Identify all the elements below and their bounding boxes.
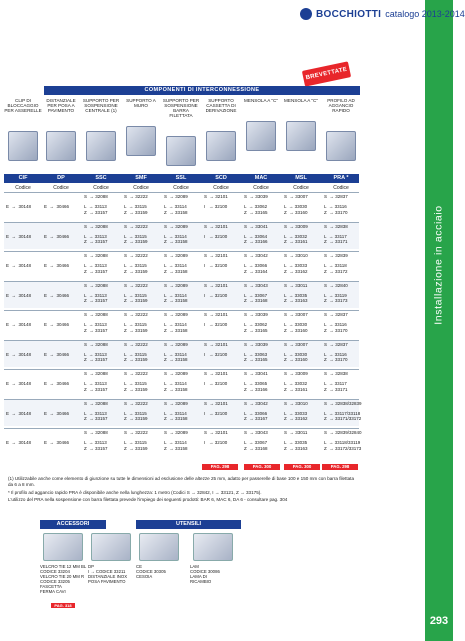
product-image — [206, 131, 236, 161]
accessory-text: DP I → CODICE 33211 DISTANZIALE INOX POSA PAVIMENTO — [88, 564, 128, 584]
accessory-text: VELCRO TIE 12 MM BL CODICE 33204 VELCRO TIE 20 MM R CODICE 33205 FASCETTA FERMA CAVI — [40, 564, 87, 594]
codice-label: Codice — [53, 185, 69, 191]
codice-label: Codice — [293, 185, 309, 191]
codice-label: Codice — [133, 185, 149, 191]
code-cell: S → 32222 L → 33115 Z → 33159 — [124, 194, 148, 215]
code-cell: S → 32101 I → 32100 — [204, 312, 228, 328]
product-image — [8, 131, 38, 161]
column-header-row — [4, 174, 359, 183]
code-cell: E → 30466 — [44, 204, 70, 210]
product-image — [286, 121, 316, 151]
code-cell: S → 33010 L → 33033 Z → 33162 — [284, 400, 308, 422]
product-name: MENSOLA A "C" — [244, 98, 278, 103]
column-header: SSC — [95, 175, 107, 181]
code-cell: E → 30148 — [6, 381, 32, 387]
codice-label: Codice — [333, 185, 349, 191]
code-cell: S → 32101 I → 32100 — [204, 282, 228, 298]
page-ref-badge[interactable]: PAG. 300 — [284, 464, 320, 470]
table-row — [4, 399, 362, 426]
codice-label: Codice — [173, 185, 189, 191]
footnote-1: (1) Utilizzabile anche come elemento di giunzione su tutte le dimensioni ad esclusione delle altezze 25 mm, adatto per passerelle di base 100 e 150 mm con barra filettata da 6 a 8 mm. — [8, 476, 355, 487]
code-cell: S → 33009 L → 33032 Z → 33161 — [284, 223, 308, 245]
code-cell: S → 32837 L → 33116 Z → 33170 — [324, 194, 348, 215]
column-header: MSL — [295, 175, 307, 181]
code-cell: E → 30148 — [6, 351, 32, 357]
code-cell: S → 32101 I → 32100 — [204, 253, 228, 269]
accessory-card — [136, 533, 182, 579]
sidebar-title: Installazione in acciaio — [433, 205, 445, 325]
code-cell: E → 30466 — [44, 440, 70, 446]
product-card — [202, 98, 240, 174]
code-cell: S → 32101 I → 32100 — [204, 194, 228, 210]
catalog-label: catalogo 2013-2014 — [385, 9, 465, 19]
product-name: DISTANZIALE PER POSA A PAVIMENTO — [46, 98, 76, 113]
code-cell: S → 33039 L → 33062 Z → 33165 — [244, 194, 268, 215]
footnote-3: L'utilizzo del PRA nella sospensione con barra filettata prevede l'impiego dei seguenti prodotti: BAR 6, MAC 6, DA 6 - consultare pag. 304 — [8, 497, 288, 502]
code-cell: S → 32837 L → 33116 Z → 33170 — [324, 312, 348, 333]
codice-label: Codice — [213, 185, 229, 191]
accessory-card — [40, 533, 86, 612]
code-cell: S → 32838 L → 33117 Z → 33171 — [324, 223, 348, 245]
code-cell: S → 32840 L → 33119 Z → 33173 — [324, 282, 348, 304]
product-card — [282, 98, 320, 174]
accessori-header: ACCESSORI — [40, 520, 106, 529]
code-cell: S → 32222 L → 33115 Z → 33159 — [124, 430, 148, 451]
code-cell: E → 30148 — [6, 410, 32, 416]
code-cell: S → 32222 L → 33115 Z → 33159 — [124, 341, 148, 363]
code-cell: S → 32101 I → 32100 — [204, 400, 228, 416]
code-cell: S → 32088 L → 33113 Z → 33157 — [84, 341, 108, 363]
table-row — [4, 310, 359, 337]
table-row — [4, 222, 359, 249]
code-cell: E → 30466 — [44, 322, 70, 328]
code-cell: E → 30148 — [6, 322, 32, 328]
code-cell: S → 32088 L → 33113 Z → 33157 — [84, 253, 108, 274]
column-header: PRA * — [333, 175, 349, 181]
code-cell: S → 32088 L → 33113 Z → 33157 — [84, 282, 108, 304]
code-cell: S → 32089 L → 33114 Z → 33158 — [164, 282, 188, 304]
code-cell: S → 32839 L → 33118 Z → 33172 — [324, 253, 348, 274]
code-cell: S → 32089 L → 33114 Z → 33158 — [164, 312, 188, 333]
product-card — [42, 98, 80, 174]
product-image — [166, 136, 196, 166]
column-header: CIF — [18, 175, 28, 181]
product-image — [326, 131, 356, 161]
column-header: SCD — [215, 175, 227, 181]
code-cell: S → 32101 I → 32100 — [204, 223, 228, 239]
code-cell: S → 32089 L → 33114 Z → 33158 — [164, 371, 188, 392]
product-image — [246, 121, 276, 151]
product-name: SUPPORTO CASSETTA DI DERIVAZIONE — [205, 98, 237, 113]
code-cell: E → 30148 — [6, 233, 32, 239]
code-cell: S → 33043 L → 33067 Z → 33168 — [244, 430, 268, 451]
code-cell: S → 32088 L → 33113 Z → 33157 — [84, 400, 108, 422]
code-cell: S → 32089 L → 33114 Z → 33158 — [164, 223, 188, 245]
code-cell: S → 32088 L → 33113 Z → 33157 — [84, 223, 108, 245]
codice-header-row — [4, 184, 359, 192]
product-name: SUPPORTO PER SOSPENSIONE CENTRALE (1) — [82, 98, 120, 113]
accessory-text: CE CODICE 30305 CESOIA — [136, 564, 166, 579]
code-cell: S → 32222 L → 33115 Z → 33159 — [124, 371, 148, 392]
page-ref-badge[interactable]: PAG. 300 — [244, 464, 280, 470]
code-cell: S → 33041 L → 33064 Z → 33166 — [244, 223, 268, 245]
table-row — [4, 340, 359, 367]
utensili-header: UTENSILI — [136, 520, 241, 529]
code-cell: S → 32088 L → 33113 Z → 33157 — [84, 194, 108, 215]
code-cell: S → 33007 L → 33030 Z → 33160 — [284, 312, 308, 333]
code-cell: E → 30148 — [6, 263, 32, 269]
code-cell: S → 32101 I → 32100 — [204, 430, 228, 446]
code-cell: S → 32837 L → 33116 Z → 33170 — [324, 341, 348, 363]
table-row — [4, 428, 362, 455]
code-cell: E → 30148 — [6, 292, 32, 298]
codice-label: Codice — [15, 185, 31, 191]
code-cell: S → 33011 L → 33035 Z → 33163 — [284, 430, 308, 451]
code-cell: S → 32222 L → 33115 Z → 33159 — [124, 400, 148, 422]
code-cell: S → 33039 L → 33062 Z → 33165 — [244, 312, 268, 333]
code-cell: E → 30148 — [6, 440, 32, 446]
code-cell: S → 33041 L → 33065 Z → 33166 — [244, 371, 268, 392]
code-cell: S → 32222 L → 33115 Z → 33159 — [124, 223, 148, 245]
code-cell: S → 33009 L → 33032 Z → 33161 — [284, 371, 308, 392]
code-cell: S → 32088 L → 33113 Z → 33157 — [84, 312, 108, 333]
accessory-card — [88, 533, 134, 584]
code-cell: E → 30148 — [6, 204, 32, 210]
code-cell: E → 30466 — [44, 263, 70, 269]
product-card — [322, 98, 360, 174]
code-cell: S → 32089 L → 33114 Z → 33158 — [164, 253, 188, 274]
column-header: SSL — [175, 175, 187, 181]
code-cell: S → 32222 L → 33115 Z → 33159 — [124, 282, 148, 304]
product-image — [46, 131, 76, 161]
code-cell: S → 33010 L → 33033 Z → 33162 — [284, 253, 308, 274]
code-cell: S → 32088 L → 33113 Z → 33157 — [84, 430, 108, 451]
table-row — [4, 369, 359, 396]
code-cell: S → 33042 L → 33066 Z → 33167 — [244, 400, 268, 422]
code-cell: S → 32839/32840 L → 33118/33119 Z → 33172/33173 — [324, 430, 362, 451]
code-cell: E → 30466 — [44, 292, 70, 298]
product-name: MENSOLA A "C" — [284, 98, 318, 103]
code-cell: S → 33007 L → 33030 Z → 33160 — [284, 194, 308, 215]
codice-label: Codice — [93, 185, 109, 191]
accessory-card — [190, 533, 236, 584]
code-cell: S → 33043 L → 33067 Z → 33168 — [244, 282, 268, 304]
table-row — [4, 281, 359, 308]
code-cell: E → 30466 — [44, 233, 70, 239]
product-card — [242, 98, 280, 174]
product-card — [122, 98, 160, 174]
product-card — [162, 98, 200, 174]
product-name: SUPPORTO A MURO — [126, 98, 156, 108]
code-cell: S → 32089 L → 33114 Z → 33158 — [164, 194, 188, 215]
patent-stamp: BREVETTATE — [302, 61, 351, 86]
product-image — [126, 126, 156, 156]
accessory-image — [43, 533, 83, 561]
code-cell: S → 33042 L → 33066 Z → 33164 — [244, 253, 268, 274]
code-cell: S → 32101 I → 32100 — [204, 371, 228, 387]
code-cell: S → 32222 L → 33115 Z → 33159 — [124, 312, 148, 333]
code-cell: S → 32101 I → 32100 — [204, 341, 228, 357]
product-card — [4, 98, 42, 174]
product-card — [82, 98, 120, 174]
column-header: DP — [57, 175, 65, 181]
code-cell: S → 32838 L → 33117 Z → 33171 — [324, 371, 348, 392]
page-ref-badge[interactable]: PAG. 298 — [202, 464, 238, 470]
code-cell: E → 30466 — [44, 351, 70, 357]
code-cell: E → 30466 — [44, 381, 70, 387]
column-header: MAC — [254, 175, 268, 181]
product-name: SUPPORTO PER SOSPENSIONE BARRA FILETTATA — [162, 98, 200, 118]
table-row — [4, 251, 359, 278]
code-cell: S → 32088 L → 33113 Z → 33157 — [84, 371, 108, 392]
code-cell: S → 32222 L → 33115 Z → 33159 — [124, 253, 148, 274]
code-cell: S → 33011 L → 33035 Z → 33163 — [284, 282, 308, 304]
footnote-2: * Il profilo ad aggancio rapido PRA è disponibile anche nella lunghezza: 1 metro (Codici S → 32842, I → 33121, Z → 33175). — [8, 490, 262, 495]
table-row — [4, 192, 359, 219]
code-cell: S → 32089 L → 33114 Z → 33158 — [164, 341, 188, 363]
code-cell: S → 32089 L → 33114 Z → 33158 — [164, 400, 188, 422]
section-banner: COMPONENTI DI INTERCONNESSIONE — [44, 86, 360, 95]
page-header — [300, 8, 465, 20]
column-header: SMF — [135, 175, 147, 181]
page-number: 293 — [429, 614, 449, 627]
codice-label: Codice — [253, 185, 269, 191]
accessory-image — [139, 533, 179, 561]
accessory-text: LAM CODICE 30086 LAMA DI RICAMBIO — [190, 564, 220, 584]
product-name: CLIP DI BLOCCAGGIO PER ASSERELLE — [4, 98, 42, 113]
code-cell: E → 30466 — [44, 410, 70, 416]
accessory-page-badge[interactable]: PAG. 318 — [51, 603, 74, 608]
code-cell: S → 33007 L → 33030 Z → 33160 — [284, 341, 308, 363]
code-cell: S → 32089 L → 33114 Z → 33158 — [164, 430, 188, 451]
page-ref-badge[interactable]: PAG. 298 — [322, 464, 358, 470]
product-image — [86, 131, 116, 161]
accessory-image — [91, 533, 131, 561]
product-name: PROFILO AD AGGANCIO RAPIDO — [327, 98, 355, 113]
brand-name: BOCCHIOTTI — [316, 8, 382, 20]
code-cell: S → 32838/32839 L → 33117/33118 Z → 33171/33172 — [324, 400, 362, 422]
accessory-image — [193, 533, 233, 561]
brand-logo-icon — [300, 8, 312, 20]
code-cell: S → 33039 L → 33063 Z → 33165 — [244, 341, 268, 363]
